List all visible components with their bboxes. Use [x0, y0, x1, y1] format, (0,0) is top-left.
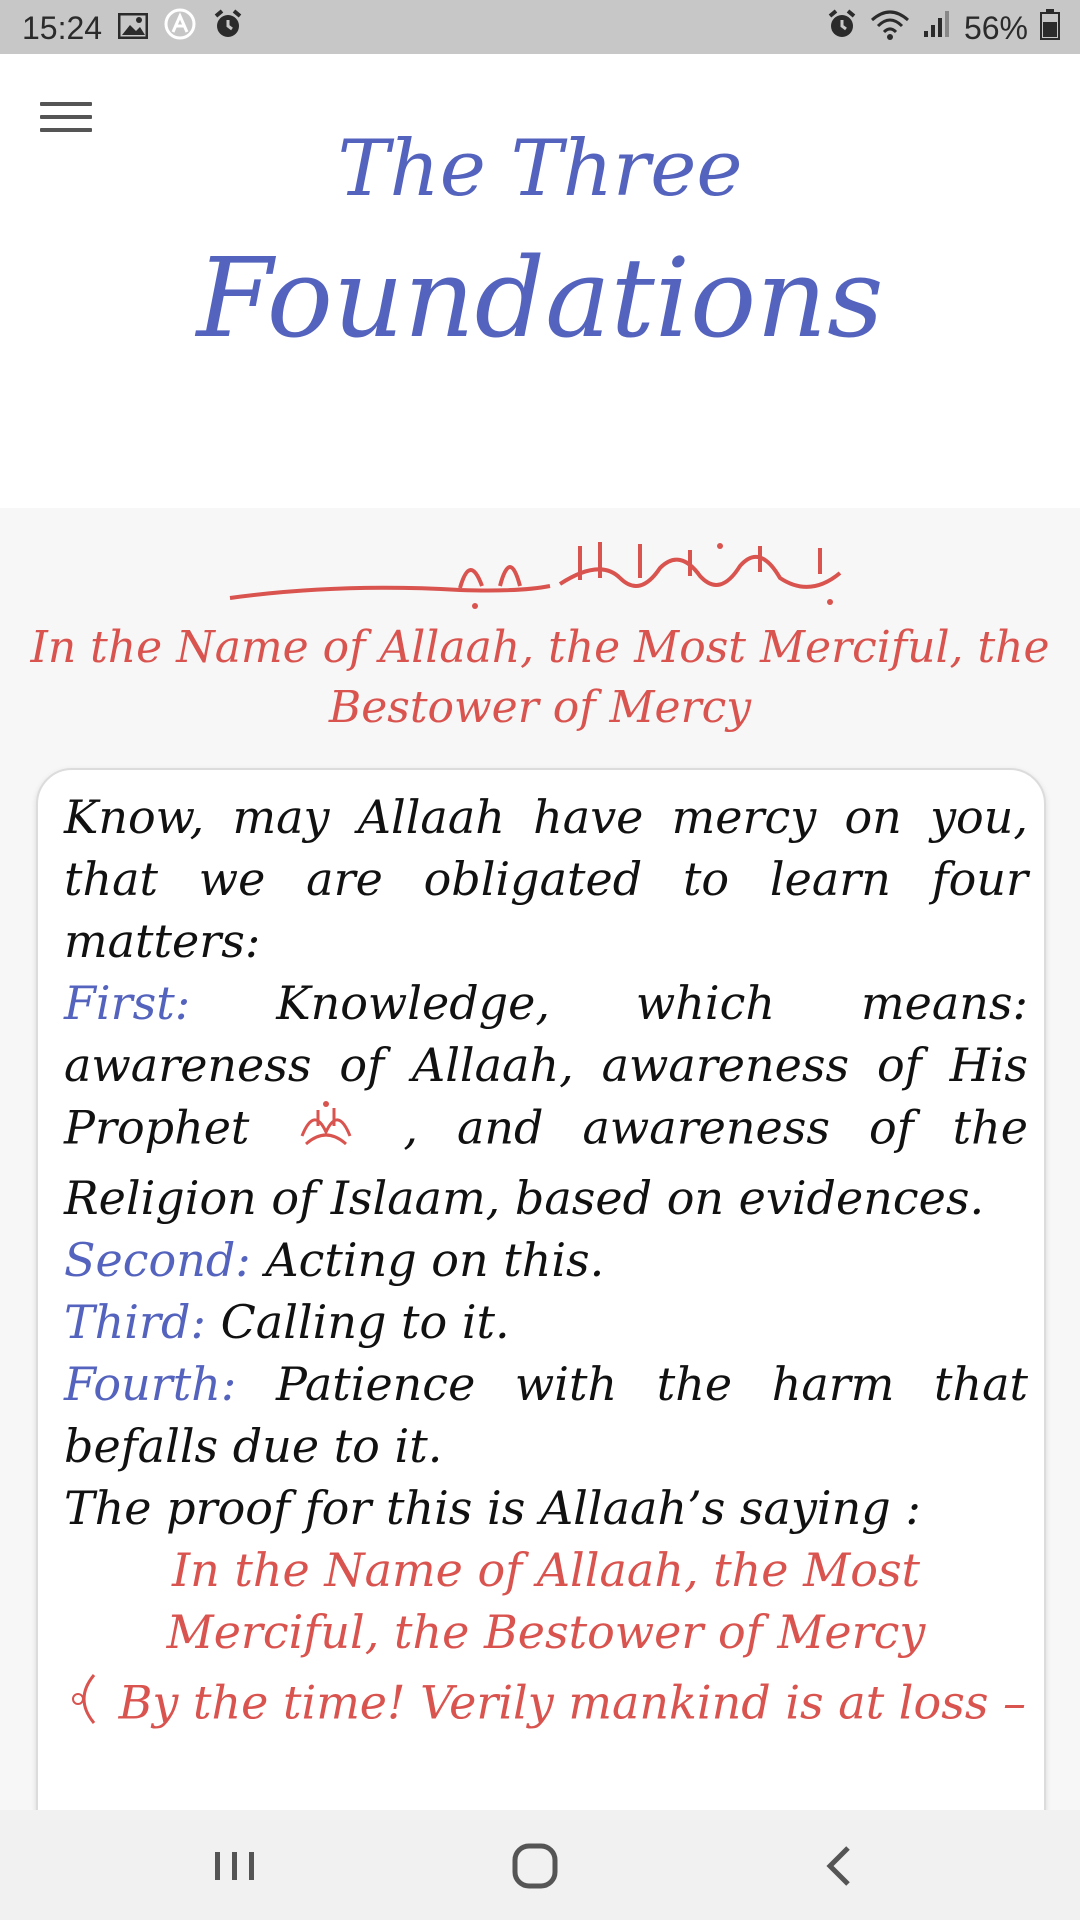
- salawat-icon: [296, 1096, 356, 1167]
- third-paragraph: [64, 1291, 1028, 1353]
- main-content[interactable]: [0, 508, 1080, 1810]
- status-time: 15:24: [22, 9, 103, 46]
- fourth-label: Fourth:: [64, 1357, 237, 1411]
- first-text-b: , and awareness of the Religion of Islaam, based on evidences.: [64, 1100, 1028, 1225]
- third-text: Calling to it.: [220, 1295, 510, 1349]
- bismillah-translation: In the Name of Allaah, the Most Merciful, the Bestower of Mercy: [30, 622, 1050, 733]
- third-label: Third:: [64, 1295, 206, 1349]
- back-icon[interactable]: [810, 1838, 870, 1894]
- bismillah-calligraphy: [220, 528, 860, 618]
- recent-apps-icon[interactable]: [205, 1838, 265, 1894]
- first-paragraph: [64, 972, 1028, 1229]
- system-nav-bar: [0, 1810, 1080, 1920]
- gallery-icon: [118, 10, 148, 47]
- page-title-line1: The Three: [337, 124, 743, 214]
- verse-text: By the time! Verily mankind is at loss –: [118, 1675, 1027, 1730]
- app-header: [0, 54, 1080, 508]
- proof-paragraph: The proof for this is Allaah’s saying :: [64, 1481, 921, 1535]
- verse-line: [64, 1671, 1028, 1742]
- wifi-icon: [870, 8, 910, 48]
- status-right: [826, 8, 1060, 48]
- content-card: [36, 768, 1046, 1810]
- second-label: Second:: [64, 1233, 251, 1287]
- fourth-paragraph: [64, 1353, 1028, 1477]
- signal-icon: [922, 9, 952, 47]
- first-label: First:: [64, 976, 191, 1030]
- battery-icon: [1040, 8, 1060, 48]
- status-left: [22, 8, 244, 48]
- first-text-a: Knowledge, which means: awareness of Allaah, awareness of His Prophet: [64, 976, 1028, 1155]
- alarm-icon: [826, 8, 858, 48]
- alarm-icon: [212, 8, 244, 48]
- card-body: [64, 786, 1028, 1742]
- page-title-line2: Foundations: [196, 234, 884, 362]
- second-text: Acting on this.: [265, 1233, 605, 1287]
- battery-percent: 56%: [963, 9, 1028, 46]
- status-bar: [0, 0, 1080, 54]
- second-paragraph: [64, 1229, 1028, 1291]
- home-icon[interactable]: [505, 1838, 565, 1894]
- ornate-bracket-icon: [64, 1671, 104, 1742]
- intro-paragraph: Know, may Allaah have mercy on you, that we are obligated to learn four matters:: [64, 790, 1028, 968]
- fourth-text: Patience with the harm that befalls due to it.: [64, 1357, 1028, 1473]
- bismillah-red: In the Name of Allaah, the Most Merciful, the Bestower of Mercy: [166, 1543, 926, 1659]
- accessibility-icon: [164, 8, 196, 48]
